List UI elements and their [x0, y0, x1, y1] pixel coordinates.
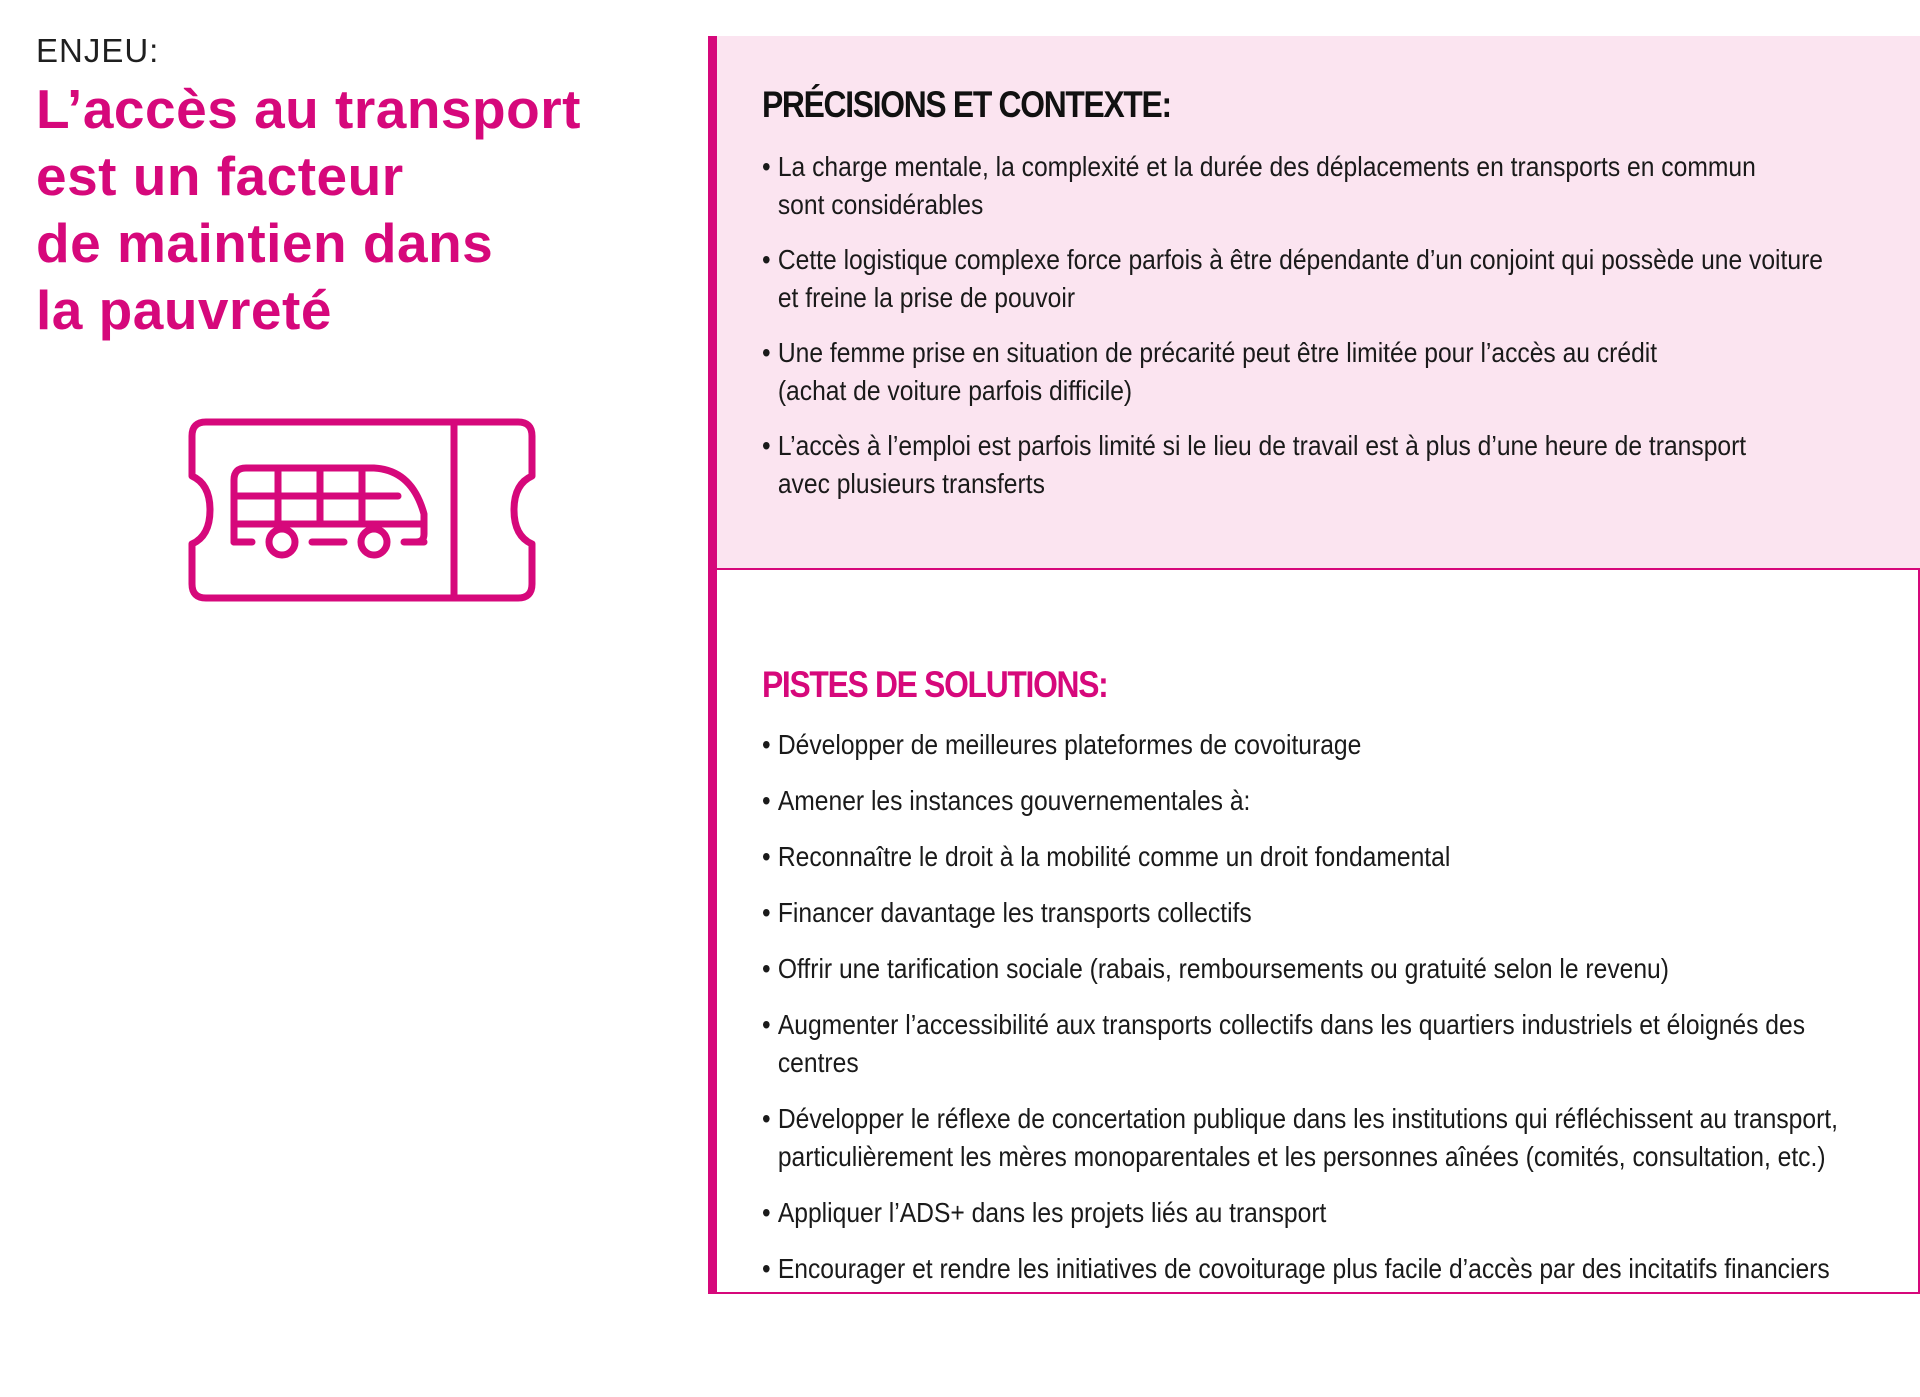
list-item-line: (achat de voiture parfois difficile): [777, 375, 1133, 406]
issue-title-line: de maintien dans: [36, 212, 494, 274]
list-item-line: particulièrement les mères monoparentales et les personnes aînées (comités, consultation, etc.): [777, 1141, 1826, 1172]
list-item: [762, 1250, 1871, 1288]
list-item-line: • L’accès à l’emploi est parfois limité si le lieu de travail est à plus d’une heure de transport: [777, 430, 1747, 461]
list-item-line: • Augmenter l’accessibilité aux transports collectifs dans les quartiers industriels et éloignés des centres: [777, 1009, 1806, 1078]
list-item-line: • Appliquer l’ADS+ dans les projets liés au transport: [777, 1197, 1327, 1228]
list-item: [762, 148, 1871, 224]
solutions-section: [717, 568, 1920, 1294]
list-item: [762, 726, 1871, 764]
list-item-line: avec plusieurs transferts: [777, 468, 1045, 499]
list-item: [762, 950, 1871, 988]
context-list: [762, 148, 1871, 520]
list-item: [762, 241, 1871, 317]
issue-title-line: L’accès au transport: [36, 78, 581, 140]
list-item-line: • Offrir une tarification sociale (rabais, remboursements ou gratuité selon le revenu): [777, 953, 1669, 984]
list-item: [762, 334, 1871, 410]
list-item-line: et freine la prise de pouvoir: [777, 282, 1076, 313]
context-section: [717, 36, 1920, 568]
list-item-line: • La charge mentale, la complexité et la durée des déplacements en transports en commun: [777, 151, 1756, 182]
issue-label: ENJEU:: [36, 32, 160, 69]
issue-column: [36, 32, 656, 344]
solutions-title: PISTES DE SOLUTIONS:: [762, 664, 1108, 705]
issue-title-line: est un facteur: [36, 145, 404, 207]
list-item-line: • Développer le réflexe de concertation publique dans les institutions qui réfléchissent au transport,: [777, 1103, 1838, 1134]
bus-ticket-icon: [188, 418, 536, 602]
context-title: PRÉCISIONS ET CONTEXTE:: [762, 84, 1171, 125]
list-item-line: • Amener les instances gouvernementales à:: [777, 785, 1251, 816]
list-item: [762, 427, 1871, 503]
list-item-line: sont considérables: [777, 189, 984, 220]
list-item: [762, 838, 1871, 876]
list-item-line: • Une femme prise en situation de précarité peut être limitée pour l’accès au crédit: [777, 337, 1658, 368]
list-item-line: • Reconnaître le droit à la mobilité comme un droit fondamental: [777, 841, 1451, 872]
list-item: [762, 1100, 1871, 1176]
list-item-line: • Encourager et rendre les initiatives de covoiturage plus facile d’accès par des incitatifs financiers: [777, 1253, 1830, 1284]
list-item: [762, 1194, 1871, 1232]
issue-title: [36, 76, 656, 344]
info-panel: [708, 36, 1920, 1294]
list-item-line: • Financer davantage les transports collectifs: [777, 897, 1252, 928]
list-item: [762, 782, 1871, 820]
list-item: [762, 1006, 1871, 1082]
solutions-list: [762, 726, 1871, 1306]
accent-bar: [708, 36, 717, 1294]
list-item-line: • Développer de meilleures plateformes de covoiturage: [777, 729, 1362, 760]
list-item-line: • Cette logistique complexe force parfois à être dépendante d’un conjoint qui possède une voiture: [777, 244, 1823, 275]
list-item: [762, 894, 1871, 932]
issue-title-line: la pauvreté: [36, 279, 332, 341]
